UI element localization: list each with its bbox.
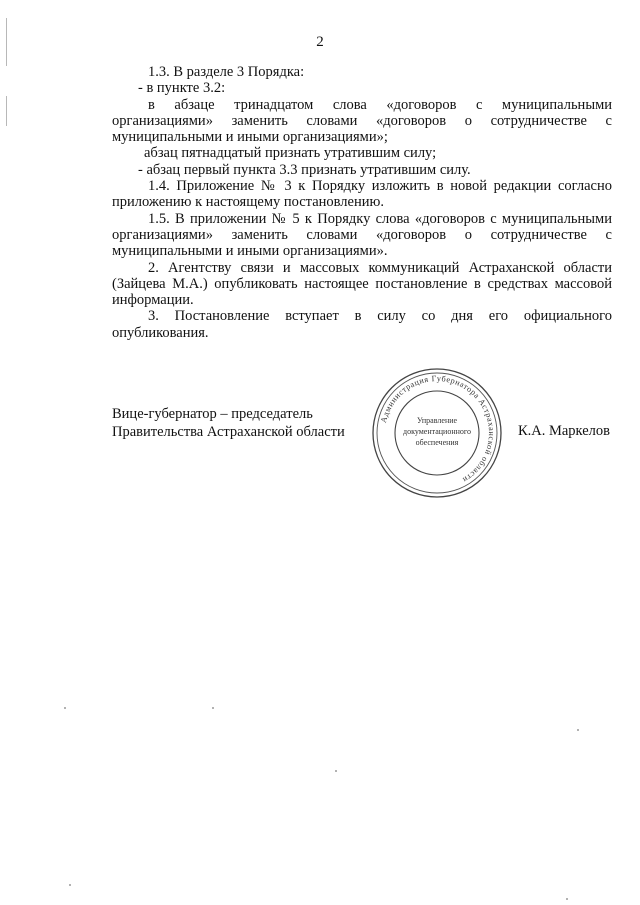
paragraph-1-4: 1.4. Приложение № 3 к Порядку изложить в новой редакции согласно приложению к настоящему постановлению. bbox=[112, 178, 612, 211]
scan-speck bbox=[64, 707, 66, 709]
signatory-position-line-2: Правительства Астраханской области bbox=[112, 424, 345, 440]
signatory-name: К.А. Маркелов bbox=[517, 423, 610, 439]
scan-speck bbox=[566, 898, 568, 900]
scan-speck bbox=[69, 884, 71, 886]
paragraph-abzac-13: в абзаце тринадцатом слова «договоров с муниципальными организациями» заменить словами «договоров о сотрудничестве с муниципальными и иными организациями»; bbox=[112, 96, 612, 146]
official-stamp bbox=[370, 366, 504, 500]
paragraph-1-3: 1.3. В разделе 3 Порядка: bbox=[148, 64, 305, 80]
paragraph-1-5: 1.5. В приложении № 5 к Порядку слова «договоров с муниципальными организациями» заменить словами «договоров о сотрудничестве с муниципальными и иными организациями». bbox=[112, 210, 612, 260]
document-body bbox=[112, 64, 612, 341]
scan-speck bbox=[577, 729, 579, 731]
scan-speck bbox=[212, 707, 214, 709]
signatory-position-line-1: Вице-губернатор – председатель bbox=[112, 406, 313, 422]
stamp-center-line-2: документационного bbox=[403, 427, 471, 436]
page-number: 2 bbox=[316, 34, 324, 50]
paragraph-item-3-2: - в пункте 3.2: bbox=[138, 80, 226, 97]
stamp-center-line-3: обеспечения bbox=[415, 438, 459, 447]
stamp-ring-text: Администрация Губернатора Астраханской области bbox=[379, 373, 497, 485]
stamp-center-line-1: Управление bbox=[416, 416, 458, 425]
signatory-position bbox=[112, 405, 345, 441]
paragraph-2: 2. Агентству связи и массовых коммуникаций Астраханской области (Зайцева М.А.) опубликовать настоящее постановление в средствах массовой информации. bbox=[112, 259, 612, 309]
paragraph-3: 3. Постановление вступает в силу со дня его официального опубликования. bbox=[112, 308, 612, 341]
paragraph-abzac-15: абзац пятнадцатый признать утратившим силу; bbox=[144, 145, 437, 162]
left-margin-scan-mark bbox=[6, 96, 7, 126]
scan-speck bbox=[335, 770, 337, 772]
paragraph-item-3-3: - абзац первый пункта 3.3 признать утратившим силу. bbox=[138, 161, 471, 178]
